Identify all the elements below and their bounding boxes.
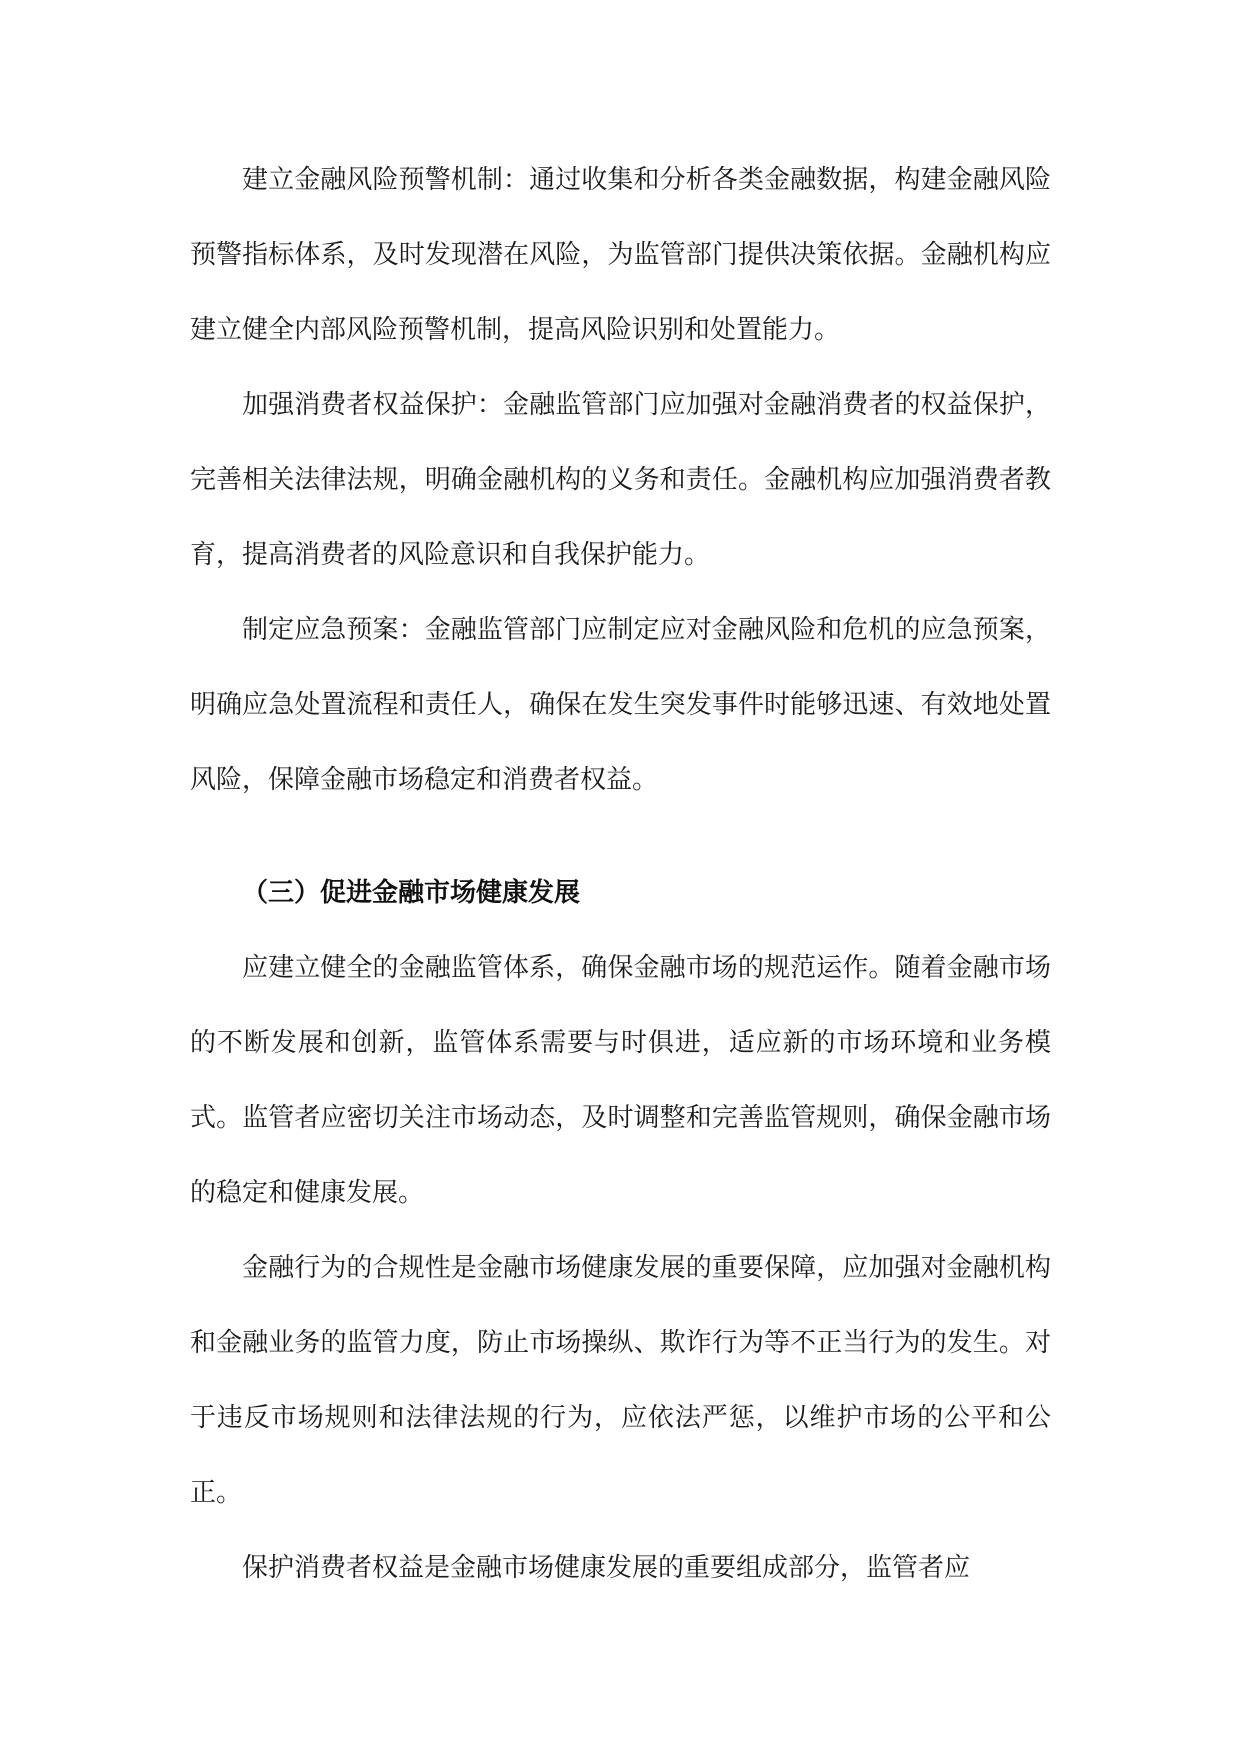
paragraph-consumer-rights: 保护消费者权益是金融市场健康发展的重要组成部分，监管者应: [242, 1553, 971, 1583]
document-body: [190, 143, 1051, 1606]
section-heading: （三）促进金融市场健康发展: [242, 878, 581, 908]
paragraph-emergency-plan: 制定应急预案：金融监管部门应制定应对金融风险和危机的应急预案，明确应急处置流程和责任人，确保在发生突发事件时能够迅速、有效地处置风险，保障金融市场稳定和消费者权益。: [190, 615, 1051, 795]
paragraph-risk-warning: 建立金融风险预警机制：通过收集和分析各类金融数据，构建金融风险预警指标体系，及时发现潜在风险，为监管部门提供决策依据。金融机构应建立健全内部风险预警机制，提高风险识别和处置能力。: [190, 165, 1051, 345]
paragraph-consumer-protection: 加强消费者权益保护：金融监管部门应加强对金融消费者的权益保护，完善相关法律法规，明确金融机构的义务和责任。金融机构应加强消费者教育，提高消费者的风险意识和自我保护能力。: [190, 390, 1051, 570]
paragraph-regulatory-system: 应建立健全的金融监管体系，确保金融市场的规范运作。随着金融市场的不断发展和创新，监管体系需要与时俱进，适应新的市场环境和业务模式。监管者应密切关注市场动态，及时调整和完善监管规则，确保金融市场的稳定和健康发展。: [190, 953, 1051, 1208]
paragraph-compliance: 金融行为的合规性是金融市场健康发展的重要保障，应加强对金融机构和金融业务的监管力度，防止市场操纵、欺诈行为等不正当行为的发生。对于违反市场规则和法律法规的行为，应依法严惩，以维护市场的公平和公正。: [190, 1253, 1051, 1508]
